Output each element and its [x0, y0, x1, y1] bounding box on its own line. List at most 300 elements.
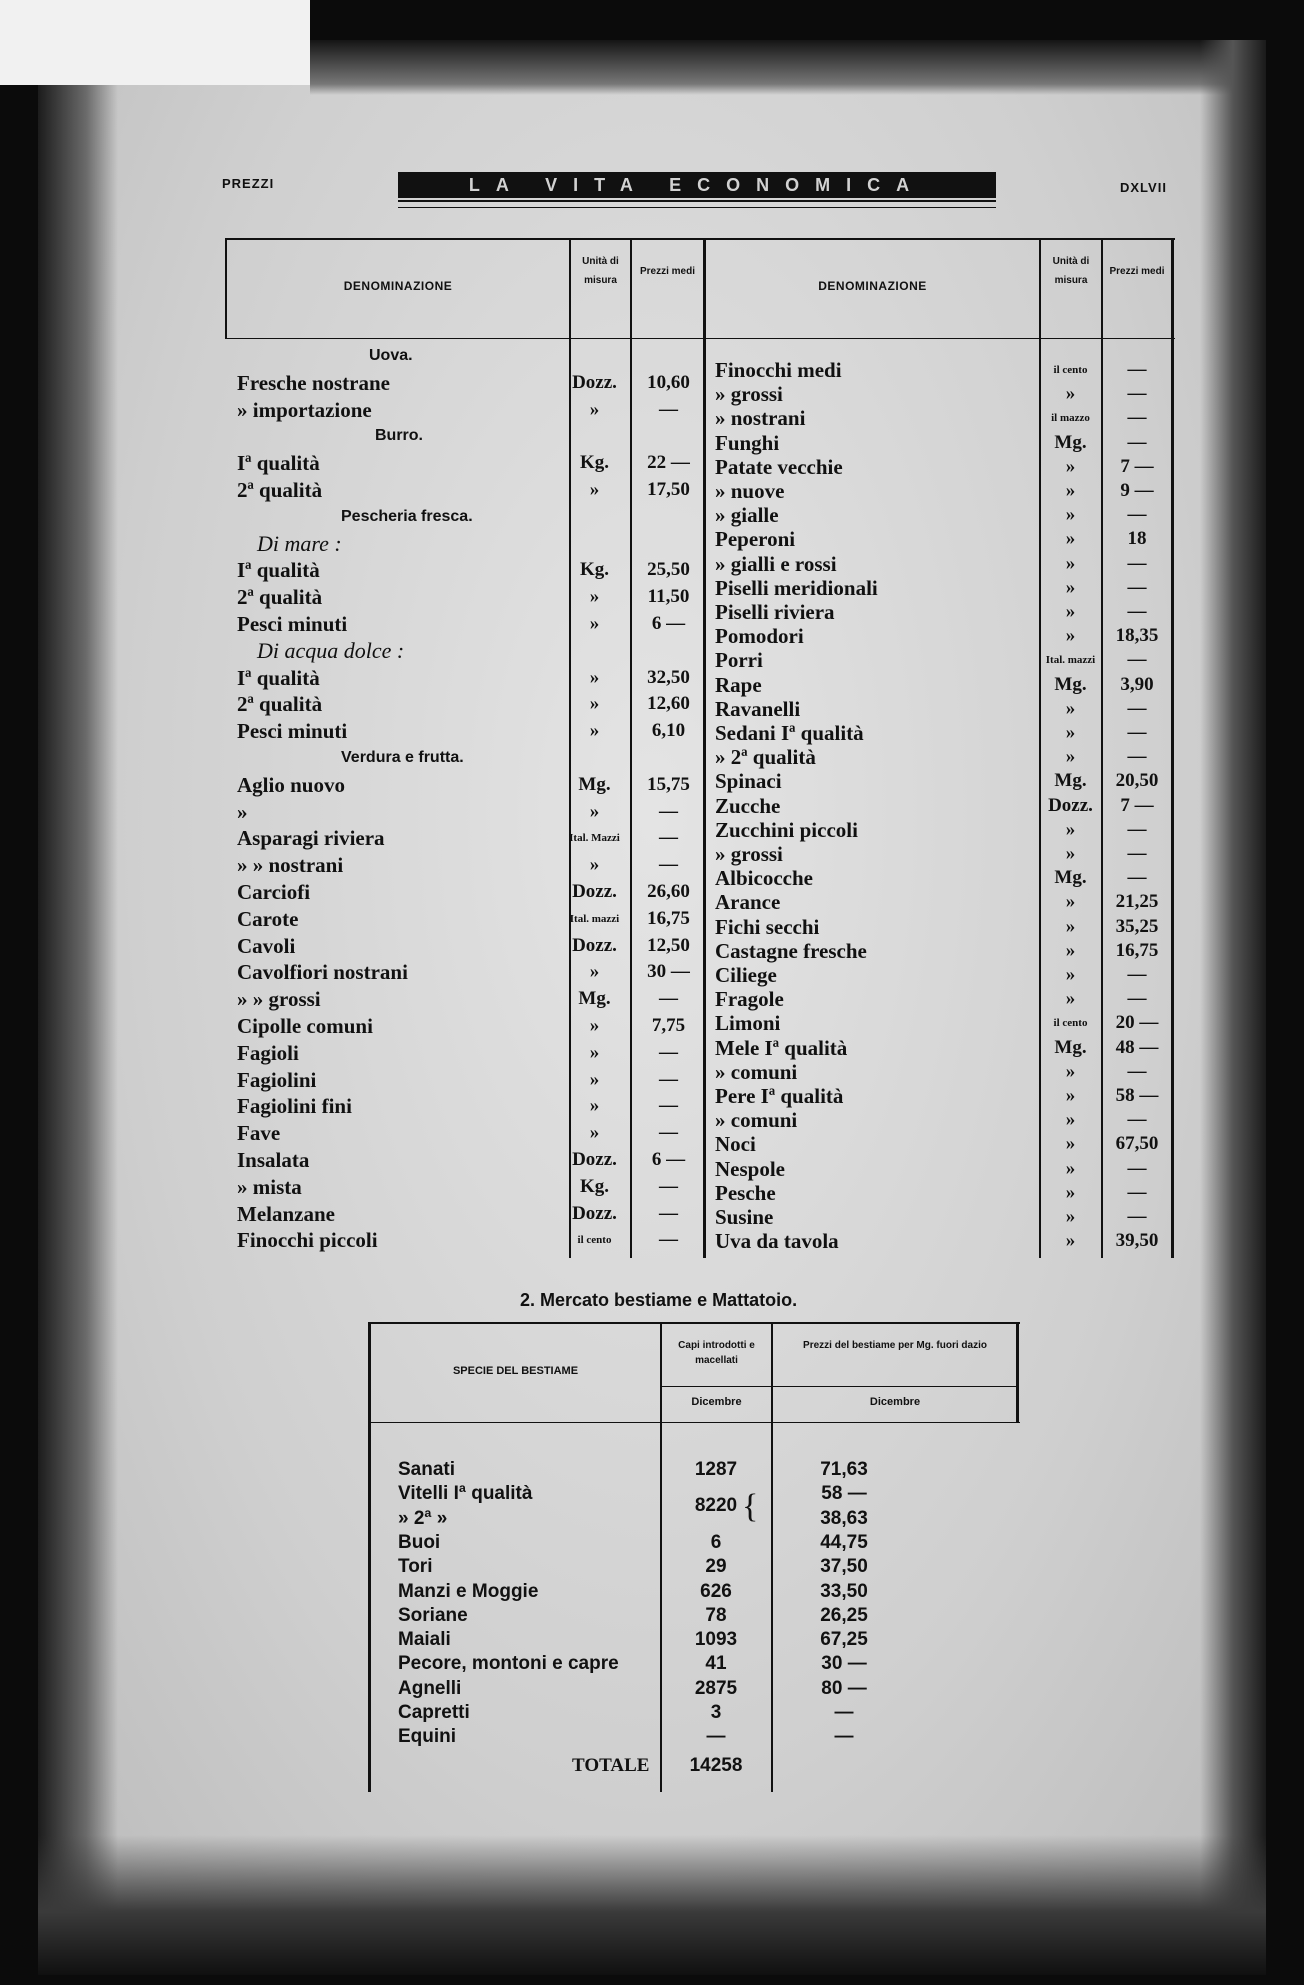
table-top-rule: [225, 238, 1175, 240]
table-row: [715, 697, 1175, 721]
price-per-quintal: 37,50: [820, 1556, 868, 1577]
table-row: [715, 552, 1175, 576]
item-unit: »: [589, 1069, 600, 1090]
item-name: Carote: [237, 907, 299, 931]
item-unit: »: [1065, 964, 1076, 985]
item-unit: »: [1065, 553, 1076, 574]
item-price: —: [1127, 1182, 1147, 1203]
item-name: Zucchini piccoli: [715, 818, 858, 842]
scan-shadow-bottom: [38, 1835, 1266, 1975]
item-unit: il cento: [577, 1234, 612, 1246]
scan-margin-corner: [0, 0, 310, 85]
table-row: [715, 915, 1175, 939]
col-unit-right: Unità di misura: [1052, 256, 1090, 286]
item-name: Fichi secchi: [715, 915, 820, 939]
species-name: Maiali: [398, 1629, 451, 1650]
item-unit: »: [1065, 1158, 1076, 1179]
item-name: Piselli meridionali: [715, 576, 878, 600]
item-price: —: [1127, 819, 1147, 840]
heads-count: 1287: [694, 1459, 738, 1480]
table-row: [715, 987, 1175, 1011]
item-price: —: [659, 1069, 678, 1090]
item-unit: »: [589, 801, 600, 822]
table-row: [368, 1604, 1020, 1628]
item-unit: »: [589, 613, 600, 634]
item-unit: »: [589, 720, 600, 741]
item-name: Pesci minuti: [237, 719, 348, 743]
item-unit: »: [589, 479, 600, 500]
item-name: » grossi: [715, 842, 783, 866]
table-row: [237, 1175, 703, 1199]
scan-shadow-right: [1200, 40, 1266, 1975]
item-unit: Mg.: [578, 988, 611, 1009]
title-rule: [398, 200, 996, 208]
table-row: [237, 880, 703, 904]
item-price: 7 —: [1120, 456, 1154, 477]
table-row: [237, 451, 703, 475]
item-name: Insalata: [237, 1148, 310, 1172]
item-name: » » nostrani: [237, 853, 344, 877]
item-name: Uva da tavola: [715, 1229, 839, 1253]
item-unit: »: [1065, 819, 1076, 840]
table-row: [715, 648, 1175, 672]
table-row: [237, 424, 703, 448]
item-unit: »: [589, 667, 600, 688]
col-denominazione-left: DENOMINAZIONE: [343, 279, 453, 293]
total-label: TOTALE: [572, 1755, 650, 1776]
item-name: Sedani Iª qualità: [715, 721, 864, 745]
item-price: —: [1127, 432, 1147, 453]
item-name: Iª qualità: [237, 451, 320, 475]
item-price: —: [1127, 843, 1147, 864]
item-price: —: [659, 854, 678, 875]
total-heads: 14258: [689, 1755, 743, 1776]
price-per-quintal: 30 —: [821, 1653, 867, 1674]
table2-top-rule: [368, 1322, 1020, 1324]
item-price: —: [1127, 577, 1147, 598]
item-price: 20 —: [1115, 1012, 1159, 1033]
livestock-table: [368, 1322, 1020, 1792]
item-name: Nespole: [715, 1157, 785, 1181]
item-price: 18: [1127, 528, 1147, 549]
item-name: Pere Iª qualità: [715, 1084, 844, 1108]
item-name: Fragole: [715, 987, 784, 1011]
item-name: » gialle: [715, 503, 779, 527]
item-price: —: [1127, 964, 1147, 985]
item-unit: »: [1065, 383, 1076, 404]
table-row: [368, 1701, 1020, 1725]
section-2-title: 2. Mercato bestiame e Mattatoio.: [520, 1290, 798, 1310]
table-row: [715, 866, 1175, 890]
item-unit: Mg.: [1054, 432, 1087, 453]
species-name: Manzi e Moggie: [398, 1581, 539, 1602]
col-price-left: Prezzi medi: [639, 266, 696, 277]
item-name: 2ª qualità: [237, 585, 323, 609]
item-price: —: [1127, 359, 1147, 380]
table-row: [715, 794, 1175, 818]
item-price: 25,50: [647, 559, 690, 580]
item-price: —: [1127, 1158, 1147, 1179]
item-name: Pomodori: [715, 624, 804, 648]
heads-count: 3: [710, 1702, 722, 1723]
running-head-left: PREZZI: [222, 176, 275, 191]
item-unit: »: [1065, 1230, 1076, 1251]
species-name: Vitelli Iª qualità: [398, 1483, 533, 1504]
heads-count: 2875: [694, 1678, 738, 1699]
price-per-quintal: 67,25: [820, 1629, 868, 1650]
table-row: [715, 455, 1175, 479]
item-unit: »: [589, 1042, 600, 1063]
item-price: 58 —: [1115, 1085, 1159, 1106]
header-bottom-rule: [225, 338, 1175, 339]
item-price: —: [1127, 649, 1147, 670]
item-name: Piselli riviera: [715, 600, 835, 624]
item-name: Cavoli: [237, 934, 296, 958]
col-prices-month: Dicembre: [869, 1396, 921, 1408]
item-name: Asparagi riviera: [237, 826, 385, 850]
item-name: Pesche: [715, 1181, 776, 1205]
item-price: —: [1127, 601, 1147, 622]
item-name: Melanzane: [237, 1202, 335, 1226]
item-price: 20,50: [1115, 770, 1159, 791]
scan-shadow-top: [310, 40, 1266, 95]
item-unit: »: [1065, 891, 1076, 912]
item-price: 9 —: [1120, 480, 1154, 501]
item-name: Porri: [715, 648, 763, 672]
table-row: [237, 853, 703, 877]
item-unit: il mazzo: [1051, 412, 1090, 424]
item-price: —: [1127, 1061, 1147, 1082]
table-row: [715, 721, 1175, 745]
table-row: [715, 673, 1175, 697]
item-unit: il cento: [1053, 364, 1088, 376]
item-name: Noci: [715, 1132, 756, 1156]
item-unit: »: [1065, 504, 1076, 525]
item-unit: »: [589, 693, 600, 714]
table-row: [715, 431, 1175, 455]
price-per-quintal: 38,63: [820, 1508, 868, 1529]
item-price: 6 —: [651, 1149, 686, 1170]
table-row: [715, 576, 1175, 600]
item-price: 7 —: [1120, 795, 1154, 816]
price-per-quintal: 71,63: [820, 1459, 868, 1480]
prices-table: [225, 238, 1175, 1260]
table-row: [237, 344, 703, 368]
table-row: [368, 1628, 1020, 1652]
table-row: [715, 963, 1175, 987]
table-row: [237, 1228, 703, 1252]
item-price: —: [659, 1203, 678, 1224]
item-price: —: [1127, 698, 1147, 719]
table-row: [368, 1677, 1020, 1701]
item-name: Fave: [237, 1121, 281, 1145]
table-row: [237, 1121, 703, 1145]
table-row: [715, 382, 1175, 406]
item-name: Carciofi: [237, 880, 311, 904]
price-per-quintal: 33,50: [820, 1581, 868, 1602]
item-unit: »: [1065, 1182, 1076, 1203]
item-price: —: [1127, 1206, 1147, 1227]
table-row: [237, 773, 703, 797]
item-unit: »: [1065, 601, 1076, 622]
table-row: [368, 1580, 1020, 1604]
heads-count: 626: [700, 1581, 732, 1602]
item-unit: Mg.: [1054, 867, 1087, 888]
item-unit: Kg.: [579, 559, 610, 580]
table-row: [715, 1036, 1175, 1060]
item-price: —: [659, 827, 678, 848]
section-heading: Verdura e frutta.: [341, 749, 464, 766]
item-unit: il cento: [1053, 1017, 1088, 1029]
table-row: [715, 842, 1175, 866]
item-price: 12,50: [647, 935, 690, 956]
species-name: Agnelli: [398, 1678, 462, 1699]
item-unit: »: [1065, 456, 1076, 477]
item-unit: Dozz.: [572, 1203, 617, 1224]
item-name: Iª qualità: [237, 666, 320, 690]
item-unit: Mg.: [1054, 674, 1087, 695]
item-price: —: [659, 1176, 678, 1197]
item-name: » mista: [237, 1175, 302, 1199]
table-row: [237, 934, 703, 958]
item-unit: »: [1065, 625, 1076, 646]
table-row: [237, 1202, 703, 1226]
table-row: [715, 939, 1175, 963]
item-unit: »: [589, 1095, 600, 1116]
table-row: [237, 746, 703, 770]
species-name: Capretti: [398, 1702, 470, 1723]
item-unit: »: [1065, 480, 1076, 501]
item-unit: »: [1065, 1061, 1076, 1082]
item-unit: »: [1065, 843, 1076, 864]
table-row: [715, 1132, 1175, 1156]
item-price: —: [1127, 504, 1147, 525]
table-row: [237, 532, 703, 556]
table-row: [368, 1652, 1020, 1676]
col-species: SPECIE DEL BESTIAME: [452, 1365, 579, 1377]
item-price: —: [659, 988, 678, 1009]
item-name: » gialli e rossi: [715, 552, 837, 576]
table-row: [715, 1011, 1175, 1035]
table-row: [715, 1157, 1175, 1181]
item-unit: Dozz.: [572, 881, 617, 902]
price-per-quintal: 44,75: [820, 1532, 868, 1553]
page-number: DXLVII: [1120, 180, 1167, 195]
item-unit: »: [1065, 528, 1076, 549]
item-name: Finocchi medi: [715, 358, 842, 382]
item-unit: Mg.: [578, 774, 611, 795]
item-unit: »: [589, 1122, 600, 1143]
table-row: [715, 479, 1175, 503]
item-unit: »: [1065, 1085, 1076, 1106]
item-price: 35,25: [1115, 916, 1159, 937]
item-price: 21,25: [1115, 891, 1159, 912]
species-name: Tori: [398, 1556, 433, 1577]
item-price: 26,60: [647, 881, 690, 902]
table-row: [237, 987, 703, 1011]
table-row: [715, 1205, 1175, 1229]
table-row: [237, 585, 703, 609]
table-row: [237, 612, 703, 636]
item-name: » comuni: [715, 1060, 798, 1084]
item-unit: »: [1065, 722, 1076, 743]
table-row: [715, 600, 1175, 624]
item-price: 12,60: [647, 693, 690, 714]
item-price: —: [1127, 553, 1147, 574]
item-unit: »: [1065, 1133, 1076, 1154]
table-row: [715, 406, 1175, 430]
table-row: [237, 505, 703, 529]
item-name: Fagiolini: [237, 1068, 317, 1092]
species-name: » 2ª »: [398, 1508, 448, 1529]
heads-count: 6: [710, 1532, 722, 1553]
table-row: [715, 1229, 1175, 1253]
item-price: 39,50: [1115, 1230, 1159, 1251]
table-row: [715, 358, 1175, 382]
item-price: 22 —: [647, 452, 690, 473]
item-unit: Dozz.: [1048, 795, 1093, 816]
table-row: [715, 769, 1175, 793]
table2-month-rule: [662, 1386, 1018, 1387]
item-price: —: [659, 1095, 678, 1116]
item-price: —: [659, 801, 678, 822]
item-price: —: [659, 1229, 678, 1250]
item-name: Iª qualità: [237, 558, 320, 582]
item-name: » nostrani: [715, 406, 806, 430]
table-row: [237, 1014, 703, 1038]
table-row: [715, 527, 1175, 551]
item-name: Cipolle comuni: [237, 1014, 373, 1038]
item-unit: Dozz.: [572, 935, 617, 956]
item-price: —: [1127, 722, 1147, 743]
item-price: 3,90: [1120, 674, 1154, 695]
item-price: 17,50: [647, 479, 690, 500]
vitelli-combined-heads: 8220: [694, 1495, 738, 1516]
item-price: 16,75: [1115, 940, 1159, 961]
col-unit-left: Unità di misura: [582, 256, 619, 286]
item-name: » 2ª qualità: [715, 745, 816, 769]
item-unit: »: [589, 854, 600, 875]
table-row: [237, 478, 703, 502]
vitelli-brace: {: [742, 1488, 759, 1525]
item-price: —: [659, 399, 678, 420]
table-row: [237, 398, 703, 422]
item-name: Fagioli: [237, 1041, 299, 1065]
price-per-quintal: 58 —: [821, 1483, 867, 1504]
item-price: 48 —: [1115, 1037, 1159, 1058]
table2-header-rule: [368, 1422, 1020, 1423]
item-unit: Kg.: [579, 452, 610, 473]
item-name: Pesci minuti: [237, 612, 348, 636]
item-name: »: [237, 800, 248, 824]
item-unit: »: [589, 1015, 600, 1036]
table-row: [715, 1181, 1175, 1205]
item-name: » nuove: [715, 479, 785, 503]
heads-count: 41: [705, 1653, 727, 1674]
item-unit: Ital. Mazzi: [569, 832, 620, 844]
price-per-quintal: 26,25: [820, 1605, 868, 1626]
col-heads: Capi introdotti e macellati: [678, 1340, 755, 1366]
table-row: [368, 1458, 1020, 1482]
item-price: —: [1127, 407, 1147, 428]
item-name: Arance: [715, 890, 781, 914]
table-row: [368, 1725, 1020, 1749]
item-name: » » grossi: [237, 987, 321, 1011]
table-row: [237, 1148, 703, 1172]
table-row: [237, 666, 703, 690]
table-row: [237, 639, 703, 663]
item-price: 6,10: [651, 720, 686, 741]
item-name: » comuni: [715, 1108, 798, 1132]
heads-count: 78: [705, 1605, 727, 1626]
table2-right-rule: [1016, 1322, 1019, 1422]
item-name: Finocchi piccoli: [237, 1228, 378, 1252]
table-row: [368, 1531, 1020, 1555]
item-unit: »: [1065, 577, 1076, 598]
item-price: 7,75: [651, 1015, 686, 1036]
table-row: [715, 890, 1175, 914]
subsection-heading: Di mare :: [257, 531, 342, 556]
table-row: [237, 558, 703, 582]
item-unit: »: [589, 961, 600, 982]
item-name: Rape: [715, 673, 762, 697]
col-price-right: Prezzi medi: [1109, 266, 1165, 277]
item-unit: »: [589, 586, 600, 607]
item-name: Fresche nostrane: [237, 371, 390, 395]
item-unit: »: [1065, 746, 1076, 767]
heads-count: 1093: [694, 1629, 738, 1650]
item-price: —: [1127, 383, 1147, 404]
table-row: [237, 960, 703, 984]
species-name: Equini: [398, 1726, 457, 1747]
item-price: 6 —: [651, 613, 686, 634]
table-row: [237, 1041, 703, 1065]
table-row: [237, 692, 703, 716]
item-name: 2ª qualità: [237, 478, 323, 502]
table-row: [715, 1108, 1175, 1132]
item-unit: Kg.: [579, 1176, 610, 1197]
item-price: 30 —: [647, 961, 690, 982]
item-price: 10,60: [647, 372, 690, 393]
item-name: Limoni: [715, 1011, 781, 1035]
species-name: Buoi: [398, 1532, 441, 1553]
item-name: Susine: [715, 1205, 774, 1229]
table-row: [715, 1084, 1175, 1108]
item-unit: »: [1065, 1109, 1076, 1130]
heads-count: 29: [705, 1556, 727, 1577]
heads-count: —: [706, 1726, 726, 1747]
subsection-heading: Di acqua dolce :: [257, 638, 405, 663]
table-row: [237, 719, 703, 743]
item-name: Funghi: [715, 431, 780, 455]
table-row: [237, 826, 703, 850]
item-price: —: [659, 1122, 678, 1143]
item-name: » grossi: [715, 382, 783, 406]
table-row: [237, 800, 703, 824]
item-unit: »: [589, 399, 600, 420]
item-price: 32,50: [647, 667, 690, 688]
table-row: [368, 1555, 1020, 1579]
item-unit: Ital. mazzi: [569, 913, 620, 925]
item-unit: Dozz.: [572, 372, 617, 393]
item-name: Cavolfiori nostrani: [237, 960, 408, 984]
item-name: Albicocche: [715, 866, 813, 890]
item-name: Zucche: [715, 794, 781, 818]
table-row: [237, 1068, 703, 1092]
table-row: [715, 1060, 1175, 1084]
price-per-quintal: —: [834, 1702, 854, 1723]
species-name: Pecore, montoni e capre: [398, 1653, 619, 1674]
